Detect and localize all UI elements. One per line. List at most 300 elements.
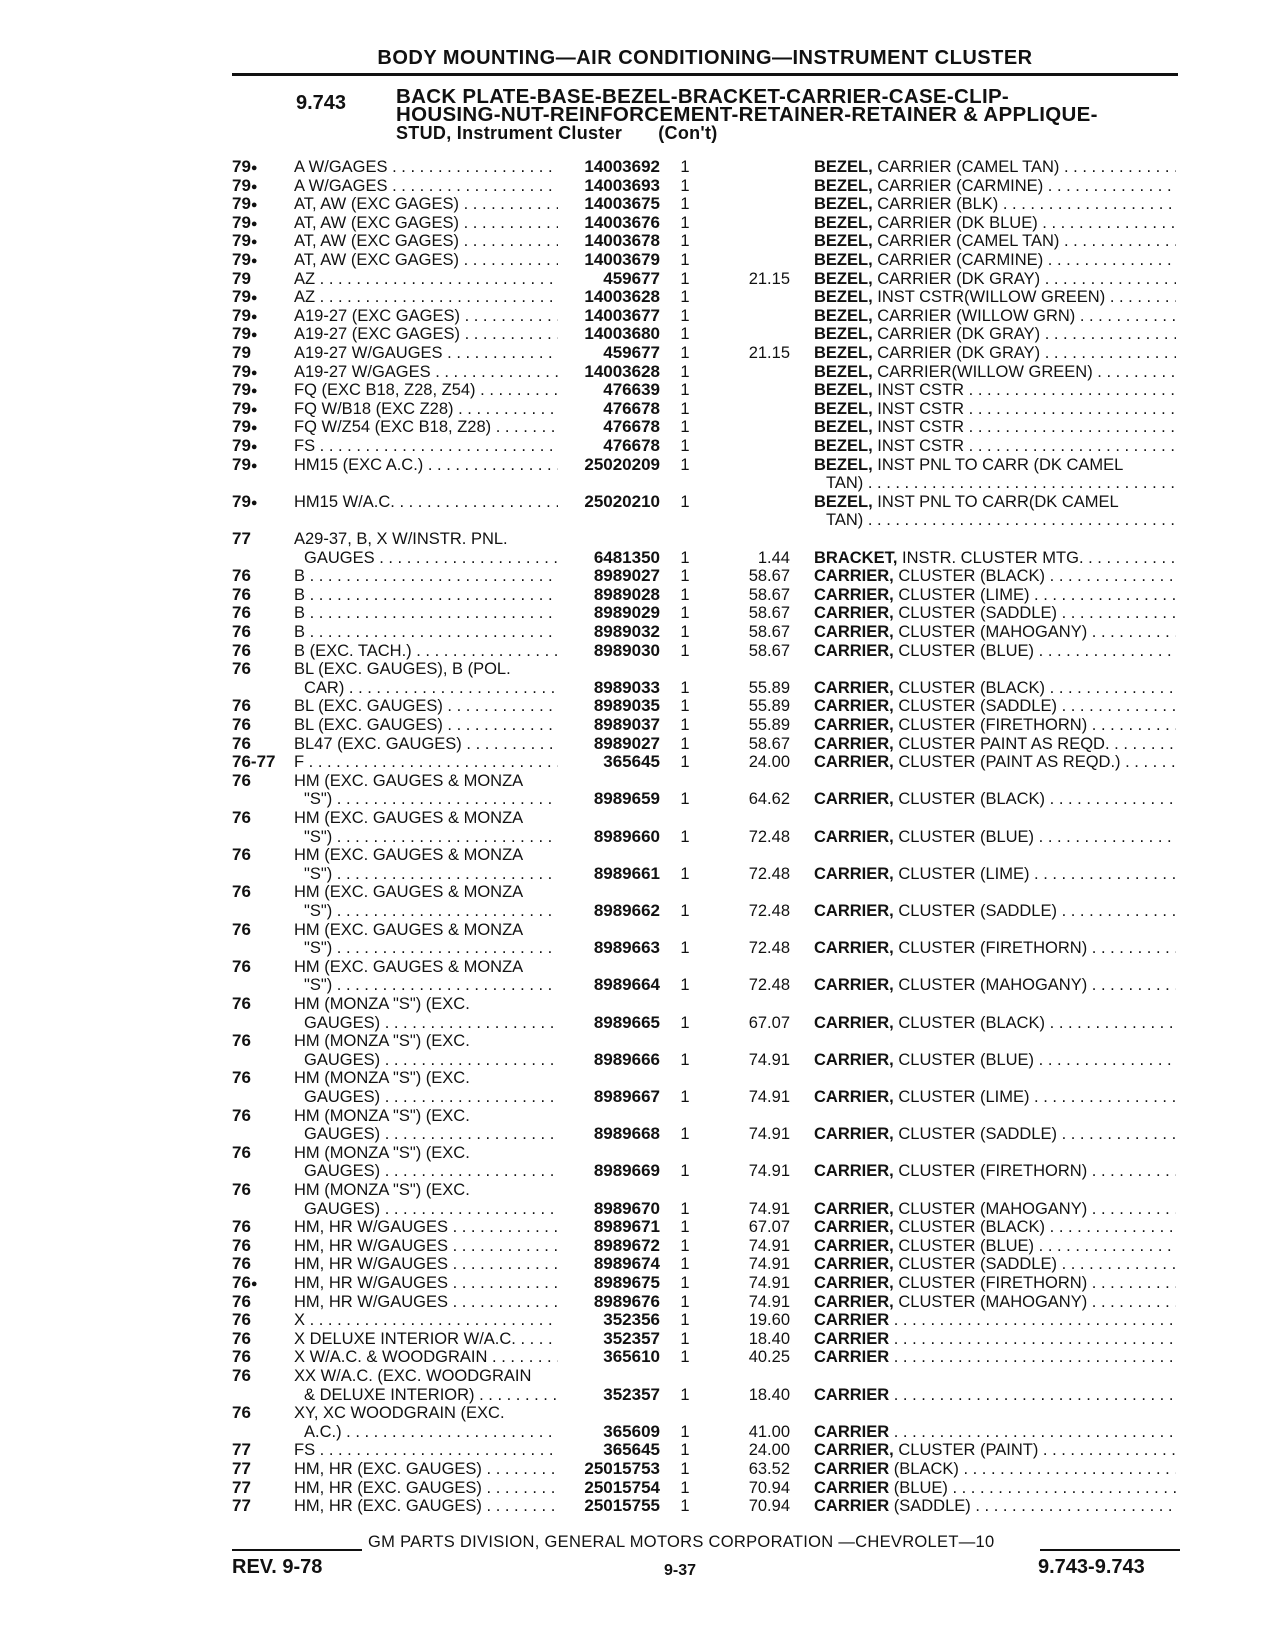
part-number: 8989664 <box>593 975 660 995</box>
part-number: 14003678 <box>584 231 660 251</box>
application-text: FQ W/Z54 (EXC B18, Z28) <box>294 418 492 437</box>
list-price: 58.67 <box>748 604 790 623</box>
description-text: CLUSTER (FIRETHORN) <box>898 939 1088 958</box>
description-cell <box>814 1293 1176 1312</box>
application-text: B (EXC. TACH.) <box>294 641 412 660</box>
application-text: A19-27 W/GAGES <box>294 362 431 381</box>
description-noun: BEZEL, <box>814 232 873 251</box>
application-cell <box>294 158 558 177</box>
application-cell <box>294 995 558 1032</box>
description-text-continued: TAN) <box>826 474 864 493</box>
application-cell <box>294 883 558 920</box>
description-noun: BEZEL, <box>814 455 873 474</box>
ref-number-text: 79 <box>232 491 251 511</box>
list-price: 1.44 <box>757 548 790 567</box>
application-cell <box>294 567 558 586</box>
ref-number-text: 79 <box>232 250 251 269</box>
description-cell <box>814 344 1176 363</box>
quantity: 1 <box>680 1311 690 1330</box>
quantity: 1 <box>680 1329 690 1348</box>
quantity: 1 <box>680 641 690 660</box>
description-cell <box>814 567 1176 586</box>
description-text: INST PNL TO CARR(DK CAMEL <box>877 492 1119 511</box>
application-cell <box>294 735 558 754</box>
description-cell <box>814 270 1176 289</box>
new-item-bullet-icon: ● <box>250 385 258 398</box>
description-text: CARRIER (DK BLUE) <box>877 213 1038 232</box>
section-title-continued: (Con't) <box>658 123 718 143</box>
description-cell <box>814 642 1176 661</box>
list-price: 72.48 <box>748 827 790 846</box>
application-text-continued: "S") <box>304 976 333 995</box>
application-cell <box>294 809 558 846</box>
list-price: 74.91 <box>748 1292 790 1311</box>
ref-number-text: 76 <box>232 1310 251 1330</box>
quantity: 1 <box>680 288 690 307</box>
ref-number <box>232 1237 290 1256</box>
quantity: 1 <box>680 1497 690 1516</box>
quantity: 1 <box>680 604 690 623</box>
application-text: HM (EXC. GAUGES & MONZA <box>294 771 524 790</box>
application-cell <box>294 1367 558 1404</box>
application-text-continued: & DELUXE INTERIOR) <box>304 1385 475 1404</box>
description-noun: CARRIER <box>814 1497 890 1516</box>
list-price: 58.67 <box>748 567 790 586</box>
list-price: 40.25 <box>748 1348 790 1367</box>
ref-number <box>232 381 290 401</box>
part-number: 8989029 <box>593 603 660 623</box>
description-text-continued: TAN) <box>826 511 864 530</box>
part-number: 14003680 <box>584 324 660 344</box>
ref-number <box>232 1069 290 1088</box>
part-number: 8989672 <box>593 1235 660 1255</box>
quantity: 1 <box>680 269 690 288</box>
application-text: FQ W/B18 (EXC Z28) <box>294 399 454 418</box>
application-cell <box>294 697 558 716</box>
description-text: CLUSTER (SADDLE) <box>898 604 1057 623</box>
ref-number <box>232 1348 290 1367</box>
ref-number-text: 77 <box>232 529 251 548</box>
part-number: 14003693 <box>584 175 660 195</box>
list-price: 74.91 <box>748 1199 790 1218</box>
part-number: 8989666 <box>593 1049 660 1069</box>
description-cell <box>814 1311 1176 1330</box>
list-price: 41.00 <box>748 1422 790 1441</box>
list-price: 58.67 <box>748 623 790 641</box>
quantity: 1 <box>680 864 690 883</box>
quantity: 1 <box>680 1441 690 1460</box>
footer-section-range: 9.743-9.743 <box>1038 1556 1145 1578</box>
new-item-bullet-icon: ● <box>250 310 258 323</box>
quantity: 1 <box>680 158 690 176</box>
description-cell <box>814 902 1176 921</box>
list-price: 21.15 <box>748 344 790 362</box>
ref-number <box>232 716 290 735</box>
description-text: CLUSTER (PAINT AS REQD.) <box>898 753 1121 772</box>
application-text-continued: "S") <box>304 864 333 883</box>
ref-number <box>232 177 290 197</box>
description-noun: CARRIER, <box>814 1218 894 1237</box>
description-noun: CARRIER, <box>814 567 894 586</box>
description-text: INST PNL TO CARR (DK CAMEL <box>877 455 1124 474</box>
application-text: HM (MONZA "S") (EXC. <box>294 1032 470 1051</box>
description-cell <box>814 716 1176 735</box>
ref-number-text: 79 <box>232 436 251 455</box>
description-cell <box>814 549 1176 568</box>
part-number: 365645 <box>603 752 660 772</box>
ref-number-text: 79 <box>232 157 251 176</box>
application-text: BL (EXC. GAUGES) <box>294 716 443 734</box>
ref-number-text: 79 <box>232 175 251 195</box>
description-text: CARRIER (DK GRAY) <box>877 344 1041 362</box>
application-cell <box>294 1218 558 1237</box>
description-cell <box>814 307 1176 326</box>
description-text: CARRIER (BLK) <box>877 195 999 214</box>
application-cell <box>294 846 558 883</box>
footer-corporation: GM PARTS DIVISION, GENERAL MOTORS CORPORATION —CHEVROLET—10 <box>368 1533 995 1551</box>
ref-number <box>232 400 290 420</box>
part-number: 8989675 <box>593 1273 660 1292</box>
part-number: 8989670 <box>593 1198 660 1218</box>
application-cell <box>294 325 558 344</box>
ref-number-text: 76 <box>232 1105 251 1125</box>
application-text: XY, XC WOODGRAIN (EXC. <box>294 1404 505 1423</box>
ref-number-text: 79 <box>232 380 251 400</box>
application-text: X <box>294 1311 306 1330</box>
description-noun: CARRIER, <box>814 1255 894 1274</box>
part-number: 476639 <box>603 380 660 400</box>
application-text: A19-27 (EXC GAGES) <box>294 306 460 325</box>
new-item-bullet-icon: ● <box>250 459 258 472</box>
new-item-bullet-icon: ● <box>250 255 258 267</box>
description-cell <box>814 697 1176 716</box>
part-number: 459677 <box>603 268 660 288</box>
description-noun: CARRIER, <box>814 864 894 883</box>
new-item-bullet-icon: ● <box>250 180 258 193</box>
description-cell <box>814 1162 1176 1181</box>
quantity: 1 <box>680 678 690 697</box>
application-text: HM (EXC. GAUGES & MONZA <box>294 846 524 865</box>
list-price: 72.48 <box>748 976 790 995</box>
header-rule <box>232 73 1178 76</box>
ref-number-text: 76 <box>232 1031 251 1051</box>
description-cell <box>814 456 1176 493</box>
page-header-title: BODY MOUNTING—AIR CONDITIONING—INSTRUMENT CLUSTER <box>377 47 1033 69</box>
list-price: 58.67 <box>748 585 790 604</box>
description-text: INST CSTR <box>877 418 965 437</box>
part-number: 365609 <box>603 1421 660 1441</box>
description-cell <box>814 381 1176 400</box>
description-noun: CARRIER, <box>814 585 894 604</box>
quantity: 1 <box>680 976 690 995</box>
list-price: 74.91 <box>748 1087 790 1106</box>
part-number: 25020209 <box>584 454 660 474</box>
description-cell <box>814 939 1176 958</box>
description-noun: CARRIER, <box>814 1013 894 1032</box>
application-text: HM, HR W/GAUGES <box>294 1255 449 1274</box>
list-price: 72.48 <box>748 864 790 883</box>
section-title-line-2: HOUSING-NUT-REINFORCEMENT-RETAINER-RETAINER & APPLIQUE- <box>396 103 1098 126</box>
description-noun: CARRIER, <box>814 697 894 716</box>
quantity: 1 <box>680 790 690 809</box>
part-number: 25020210 <box>584 491 660 511</box>
description-cell <box>814 400 1176 419</box>
description-text: CLUSTER (FIRETHORN) <box>898 1162 1088 1181</box>
ref-number-text: 76 <box>232 640 251 660</box>
part-number: 14003628 <box>584 361 660 381</box>
part-number: 8989662 <box>593 900 660 920</box>
list-price: 64.62 <box>748 790 790 809</box>
list-price: 70.94 <box>748 1478 790 1497</box>
application-cell <box>294 381 558 400</box>
quantity: 1 <box>680 195 690 214</box>
application-cell <box>294 456 558 475</box>
ref-number-text: 76 <box>232 733 251 753</box>
description-text: INST CSTR <box>877 381 965 400</box>
ref-number <box>232 1460 290 1479</box>
application-text: HM (MONZA "S") (EXC. <box>294 1069 470 1088</box>
ref-number <box>232 809 290 828</box>
ref-number-text: 76 <box>232 603 251 623</box>
part-number: 365610 <box>603 1347 660 1367</box>
description-noun: BEZEL, <box>814 306 873 325</box>
application-text: FS <box>294 437 316 455</box>
part-number: 8989659 <box>593 789 660 809</box>
application-cell <box>294 214 558 233</box>
application-cell <box>294 1107 558 1144</box>
application-text: A29-37, B, X W/INSTR. PNL. <box>294 530 508 548</box>
ref-number <box>232 753 290 772</box>
ref-number <box>232 1274 290 1294</box>
application-text: X W/A.C. & WOODGRAIN <box>294 1348 488 1367</box>
application-text: HM (MONZA "S") (EXC. <box>294 995 470 1013</box>
ref-number <box>232 1144 290 1163</box>
ref-number <box>232 1479 290 1498</box>
footer-rule-right <box>1040 1549 1180 1551</box>
application-text-continued: GAUGES <box>304 548 375 567</box>
new-item-bullet-icon: ● <box>250 292 258 305</box>
application-cell <box>294 1293 558 1312</box>
quantity: 1 <box>680 901 690 920</box>
quantity: 1 <box>680 362 690 381</box>
application-text: HM, HR (EXC. GAUGES) <box>294 1460 482 1478</box>
description-text: CARRIER (CAMEL TAN) <box>877 158 1060 176</box>
ref-number-text: 76 <box>232 1235 251 1255</box>
ref-number-text: 76 <box>232 1291 251 1311</box>
quantity: 1 <box>680 716 690 734</box>
description-noun: CARRIER, <box>814 790 894 809</box>
ref-number <box>232 270 290 289</box>
application-text-continued: GAUGES) <box>304 1162 381 1181</box>
description-cell <box>814 288 1176 307</box>
application-text: HM (MONZA "S") (EXC. <box>294 1143 470 1162</box>
description-text: CLUSTER (FIRETHORN) <box>898 1274 1088 1292</box>
ref-number-text: 76 <box>232 1217 251 1237</box>
application-text-continued: "S") <box>304 939 333 958</box>
description-noun: CARRIER, <box>814 976 894 995</box>
ref-number <box>232 232 290 252</box>
description-noun: BEZEL, <box>814 213 873 232</box>
ref-number <box>232 604 290 623</box>
ref-number <box>232 288 290 308</box>
application-cell <box>294 1255 558 1274</box>
list-price: 21.15 <box>748 269 790 288</box>
quantity: 1 <box>680 325 690 344</box>
description-noun: BEZEL, <box>814 176 873 195</box>
quantity: 1 <box>680 418 690 437</box>
description-noun: CARRIER, <box>814 1162 894 1181</box>
ref-number <box>232 418 290 438</box>
description-cell <box>814 679 1176 698</box>
description-noun: CARRIER, <box>814 1441 894 1460</box>
ref-number-text: 79 <box>232 231 251 251</box>
ref-number <box>232 251 290 271</box>
ref-number <box>232 772 290 791</box>
list-price: 70.94 <box>748 1497 790 1516</box>
ref-number-text: 76 <box>232 1403 251 1423</box>
description-noun: CARRIER <box>814 1311 890 1330</box>
ref-number-text: 76 <box>232 1180 251 1199</box>
ref-number-text: 76 <box>232 919 251 939</box>
description-cell <box>814 418 1176 437</box>
part-number: 8989674 <box>593 1254 660 1274</box>
quantity: 1 <box>680 623 690 641</box>
description-cell <box>814 1479 1176 1498</box>
description-cell <box>814 753 1176 772</box>
ref-number <box>232 642 290 661</box>
ref-number-text: 76-77 <box>232 752 276 772</box>
application-text: A19-27 W/GAUGES <box>294 344 443 362</box>
application-cell <box>294 270 558 289</box>
ref-number-text: 77 <box>232 1440 251 1460</box>
description-cell <box>814 363 1176 382</box>
description-cell <box>814 604 1176 623</box>
application-cell <box>294 177 558 196</box>
description-noun: CARRIER, <box>814 678 894 697</box>
part-number: 14003692 <box>584 157 660 176</box>
description-noun: CARRIER, <box>814 641 894 660</box>
part-number: 8989028 <box>593 584 660 604</box>
description-cell <box>814 1423 1176 1442</box>
quantity: 1 <box>680 213 690 232</box>
section-title <box>396 85 1186 143</box>
description-noun: CARRIER, <box>814 1050 894 1069</box>
application-text: AZ <box>294 269 316 288</box>
description-noun: CARRIER, <box>814 1125 894 1144</box>
part-number: 8989037 <box>593 715 660 734</box>
ref-number-text: 79 <box>232 361 251 381</box>
application-text: AT, AW (EXC GAGES) <box>294 195 460 214</box>
quantity: 1 <box>680 437 690 455</box>
ref-number-text: 79 <box>232 324 251 344</box>
application-text: HM (MONZA "S") (EXC. <box>294 1106 470 1125</box>
application-text: HM, HR W/GAUGES <box>294 1292 449 1311</box>
application-text: B <box>294 567 306 586</box>
application-text: B <box>294 604 306 623</box>
part-number: 8989033 <box>593 677 660 697</box>
new-item-bullet-icon: ● <box>250 1278 258 1290</box>
description-cell <box>814 195 1176 214</box>
ref-number <box>232 363 290 383</box>
footer-revision: REV. 9-78 <box>232 1556 323 1578</box>
description-text: CLUSTER (MAHOGANY) <box>898 1292 1088 1311</box>
description-text: CLUSTER (BLACK) <box>898 790 1046 809</box>
description-text: CLUSTER (BLUE) <box>898 641 1035 660</box>
list-price: 18.40 <box>748 1329 790 1348</box>
part-number: 14003679 <box>584 250 660 269</box>
application-cell <box>294 344 558 363</box>
description-text: CLUSTER (SADDLE) <box>898 901 1057 920</box>
description-noun: BEZEL, <box>814 437 873 455</box>
list-price: 74.91 <box>748 1274 790 1292</box>
ref-number <box>232 1404 290 1423</box>
application-cell <box>294 1311 558 1330</box>
description-cell <box>814 214 1176 233</box>
application-cell <box>294 1032 558 1069</box>
application-text: HM, HR W/GAUGES <box>294 1236 449 1255</box>
ref-number-text: 76 <box>232 956 251 976</box>
part-number: 8989027 <box>593 733 660 753</box>
description-cell <box>814 1088 1176 1107</box>
application-text: AZ <box>294 288 316 307</box>
description-noun: BEZEL, <box>814 381 873 400</box>
application-cell <box>294 604 558 623</box>
part-number: 25015755 <box>584 1496 660 1516</box>
description-cell <box>814 437 1176 456</box>
ref-number <box>232 567 290 586</box>
section-title-subject: STUD, Instrument Cluster <box>396 123 623 143</box>
list-price: 67.07 <box>748 1218 790 1237</box>
ref-number <box>232 493 290 513</box>
quantity: 1 <box>680 1087 690 1106</box>
part-number: 476678 <box>603 398 660 418</box>
description-noun: CARRIER, <box>814 1199 894 1218</box>
description-text: CARRIER (CARMINE) <box>877 251 1044 269</box>
application-text: HM, HR W/GAUGES <box>294 1218 449 1237</box>
description-text: CLUSTER (SADDLE) <box>898 1125 1057 1144</box>
description-cell <box>814 251 1176 270</box>
description-cell <box>814 735 1176 754</box>
part-number: 365645 <box>603 1440 660 1460</box>
description-noun: BEZEL, <box>814 269 873 288</box>
description-noun: BEZEL, <box>814 288 873 307</box>
description-cell <box>814 828 1176 847</box>
section-number: 9.743 <box>296 92 347 114</box>
part-number: 476678 <box>603 417 660 437</box>
application-cell <box>294 400 558 419</box>
part-number: 6481350 <box>593 547 660 567</box>
application-cell <box>294 1460 558 1479</box>
application-cell <box>294 753 558 772</box>
application-cell <box>294 1404 558 1441</box>
application-text: AT, AW (EXC GAGES) <box>294 213 460 232</box>
application-cell <box>294 1144 558 1181</box>
application-text-continued: "S") <box>304 827 333 846</box>
ref-number <box>232 437 290 457</box>
description-text: CLUSTER (BLACK) <box>898 1013 1046 1032</box>
quantity: 1 <box>680 1199 690 1218</box>
description-text: INSTR. CLUSTER MTG. <box>902 548 1084 567</box>
description-text: CLUSTER (FIRETHORN) <box>898 716 1088 734</box>
description-cell <box>814 586 1176 605</box>
description-cell <box>814 1014 1176 1033</box>
list-price: 74.91 <box>748 1050 790 1069</box>
ref-number-text: 76 <box>232 696 251 716</box>
description-noun: CARRIER, <box>814 827 894 846</box>
ref-number-text: 76 <box>232 1068 251 1088</box>
quantity: 1 <box>680 548 690 567</box>
footer-rule-left <box>232 1549 362 1551</box>
